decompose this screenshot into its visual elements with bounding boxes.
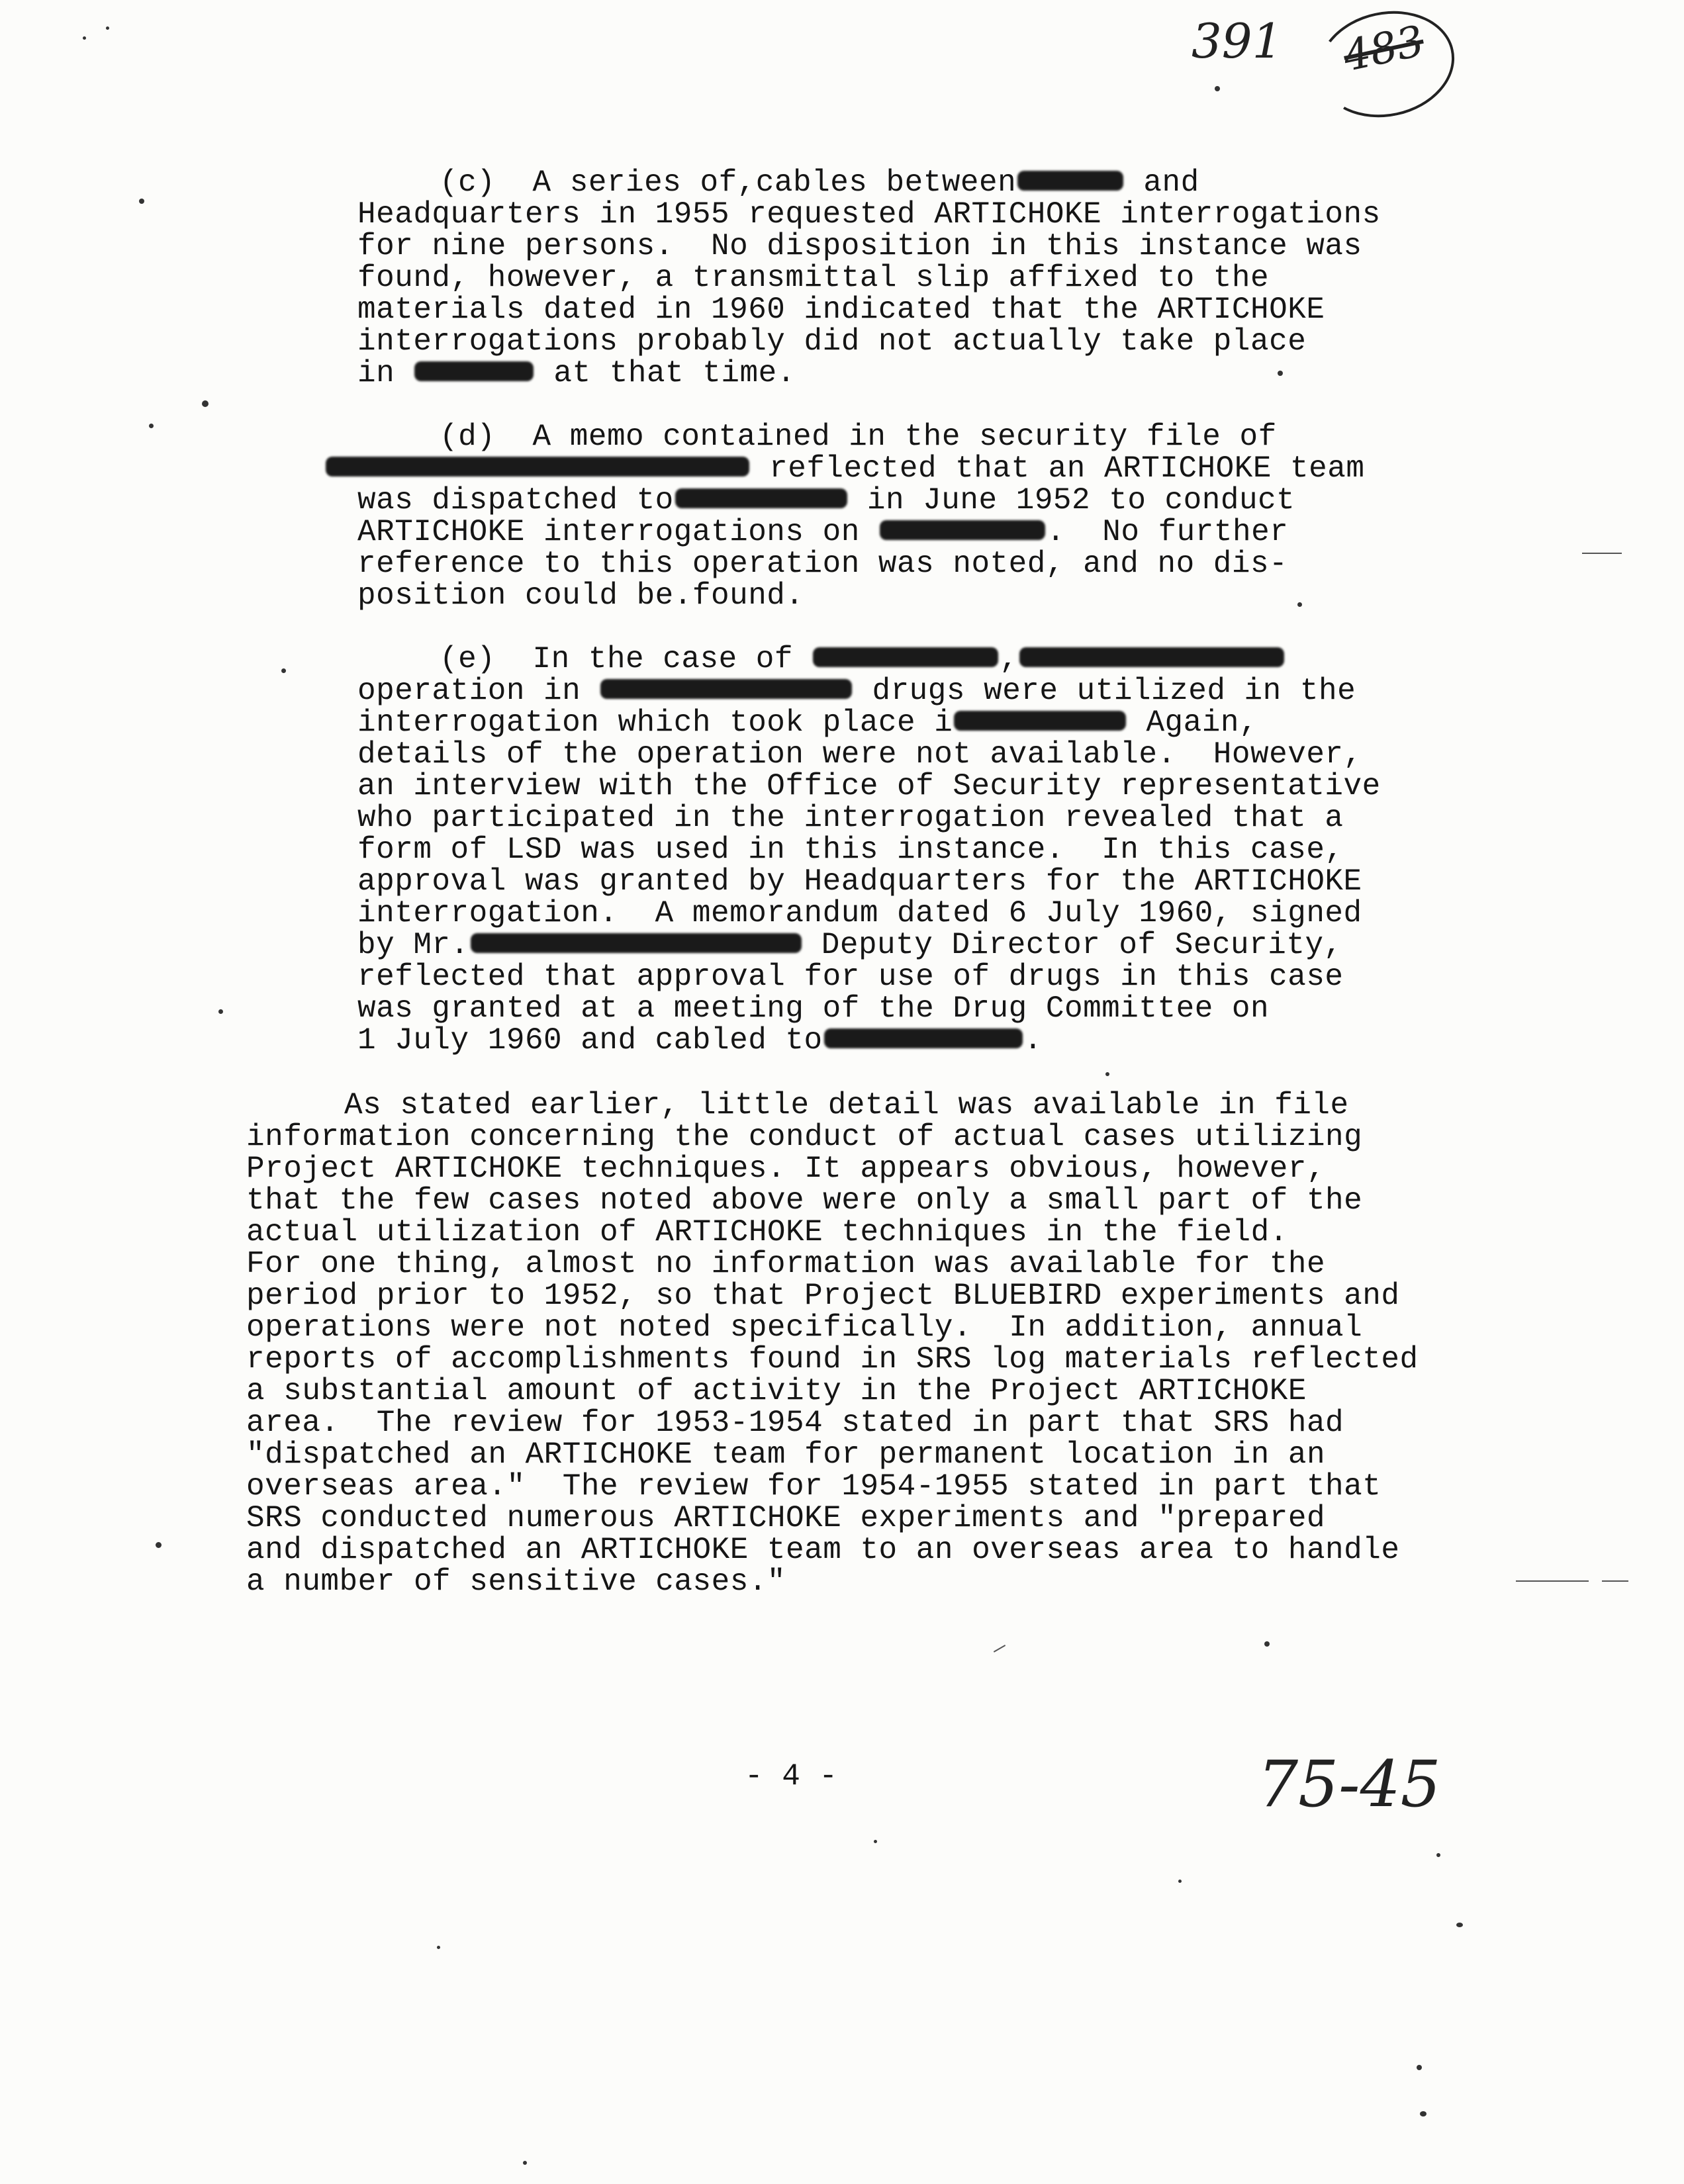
page-number: - 4 - <box>745 1759 838 1794</box>
handwritten-bottom-code: 75-45 <box>1258 1747 1441 1821</box>
para-d-line-4 <box>357 516 1288 548</box>
redaction <box>471 933 802 953</box>
scan-speck <box>1456 1923 1463 1927</box>
para-e-line-13 <box>357 1024 1043 1056</box>
text: , <box>1000 642 1019 676</box>
scan-speck <box>874 1840 877 1843</box>
redaction <box>675 488 847 508</box>
redaction <box>1019 647 1284 667</box>
text: was dispatched to <box>357 483 674 518</box>
redaction <box>880 520 1045 540</box>
handwritten-page-code: 391 <box>1192 13 1283 69</box>
para-e-line-9: interrogation. A memorandum dated 6 July 1960, signed <box>357 896 1362 931</box>
para-e-line-10 <box>357 929 1342 961</box>
text: at that time. <box>535 356 796 390</box>
summary-line-9: reports of accomplishments found in SRS log materials reflected <box>246 1342 1419 1377</box>
scan-speck <box>523 2161 527 2165</box>
summary-line-15: and dispatched an ARTICHOKE team to an overseas area to handle <box>246 1533 1400 1567</box>
para-e-line-7: form of LSD was used in this instance. In this case, <box>357 833 1344 867</box>
text: 1 July 1960 and cabled to <box>357 1023 823 1058</box>
para-c-line-2: Headquarters in 1955 requested ARTICHOKE interrogations <box>357 197 1381 232</box>
struck-code: 483 <box>1338 17 1428 82</box>
summary-line-2: information concerning the conduct of actual cases utilizing <box>246 1120 1363 1154</box>
redaction <box>813 647 998 667</box>
para-e-line-3 <box>357 707 1258 739</box>
para-e-line-5: an interview with the Office of Security representative <box>357 769 1381 803</box>
text: Deputy Director of Security, <box>802 928 1342 962</box>
para-e-line-1 <box>440 643 1286 675</box>
scan-speck <box>1420 2111 1427 2116</box>
scan-speck <box>202 400 209 407</box>
summary-line-3: Project ARTICHOKE techniques. It appears obvious, however, <box>246 1152 1326 1186</box>
scan-speck <box>437 1946 440 1949</box>
para-d-line-3 <box>357 484 1295 516</box>
summary-line-13: overseas area." The review for 1954-1955 stated in part that <box>246 1469 1381 1504</box>
handwritten-circled-code <box>1308 0 1464 130</box>
summary-line-4: that the few cases noted above were only a small part of the <box>246 1183 1363 1218</box>
text: . No further <box>1046 515 1289 549</box>
text: (e) In the case of <box>440 642 812 676</box>
scan-speck <box>83 36 86 40</box>
scan-speck <box>1264 1641 1270 1647</box>
summary-line-16: a number of sensitive cases." <box>246 1565 786 1599</box>
para-c-line-3: for nine persons. No disposition in this instance was <box>357 229 1362 263</box>
scan-speck <box>139 199 144 204</box>
scan-speck <box>1436 1853 1440 1857</box>
scan-speck <box>1297 602 1302 607</box>
scan-speck <box>1278 371 1283 376</box>
text: interrogation which took place i <box>357 705 953 740</box>
text: in <box>357 356 414 390</box>
text: in June 1952 to conduct <box>848 483 1295 518</box>
para-d-line-6: position could be.found. <box>357 578 804 613</box>
scan-dash <box>1582 553 1622 554</box>
scan-dash <box>1602 1580 1628 1582</box>
scan-speck <box>1417 2065 1422 2070</box>
scan-speck <box>156 1542 162 1548</box>
redaction <box>824 1028 1023 1048</box>
text: reflected that an ARTICHOKE team <box>751 451 1365 486</box>
redaction <box>414 361 534 381</box>
summary-line-14: SRS conducted numerous ARTICHOKE experiments and "prepared <box>246 1501 1326 1535</box>
para-d-line-5: reference to this operation was noted, and no dis- <box>357 547 1288 581</box>
scan-dash <box>994 1645 1006 1653</box>
text: and <box>1125 165 1199 200</box>
text: Again, <box>1127 705 1258 740</box>
redaction <box>954 711 1126 731</box>
summary-line-6: For one thing, almost no information was available for the <box>246 1247 1326 1281</box>
para-d-line-2 <box>324 453 1364 484</box>
redaction <box>326 457 749 477</box>
scan-speck <box>1215 86 1220 91</box>
para-c-line-6: interrogations probably did not actually take place <box>357 324 1307 359</box>
text: by Mr. <box>357 928 469 962</box>
para-e-line-4: details of the operation were not available. However, <box>357 737 1362 772</box>
para-e-line-12: was granted at a meeting of the Drug Committee on <box>357 991 1270 1026</box>
para-c-line-5: materials dated in 1960 indicated that the ARTICHOKE <box>357 293 1325 327</box>
text: ARTICHOKE interrogations on <box>357 515 878 549</box>
para-d-line-1: (d) A memo contained in the security file of <box>440 420 1277 454</box>
scan-speck <box>106 26 109 30</box>
scan-speck <box>281 668 286 673</box>
scan-speck <box>1178 1880 1182 1883</box>
summary-line-7: period prior to 1952, so that Project BLUEBIRD experiments and <box>246 1279 1400 1313</box>
text: operation in <box>357 674 600 708</box>
text: drugs were utilized in the <box>853 674 1356 708</box>
summary-line-10: a substantial amount of activity in the Project ARTICHOKE <box>246 1374 1307 1408</box>
summary-line-12: "dispatched an ARTICHOKE team for permanent location in an <box>246 1437 1326 1472</box>
scan-dash <box>1516 1580 1589 1582</box>
para-e-line-2 <box>357 675 1356 707</box>
summary-line-8: operations were not noted specifically. In addition, annual <box>246 1310 1363 1345</box>
summary-line-11: area. The review for 1953-1954 stated in part that SRS had <box>246 1406 1344 1440</box>
text: (c) A series of,cables between <box>440 165 1017 200</box>
para-e-line-6: who participated in the interrogation revealed that a <box>357 801 1344 835</box>
para-e-line-11: reflected that approval for use of drugs in this case <box>357 960 1344 994</box>
summary-line-1: As stated earlier, little detail was available in file <box>344 1088 1349 1122</box>
redaction <box>1017 171 1123 191</box>
text: . <box>1023 1023 1043 1058</box>
scan-speck <box>1105 1072 1109 1076</box>
para-c-line-1 <box>440 167 1199 199</box>
para-e-line-8: approval was granted by Headquarters for the ARTICHOKE <box>357 864 1362 899</box>
para-c-line-7 <box>357 357 796 389</box>
scan-speck <box>149 424 154 428</box>
para-c-line-4: found, however, a transmittal slip affixed to the <box>357 261 1270 295</box>
redaction <box>600 679 852 699</box>
scan-speck <box>218 1009 223 1014</box>
summary-line-5: actual utilization of ARTICHOKE techniques in the field. <box>246 1215 1288 1250</box>
